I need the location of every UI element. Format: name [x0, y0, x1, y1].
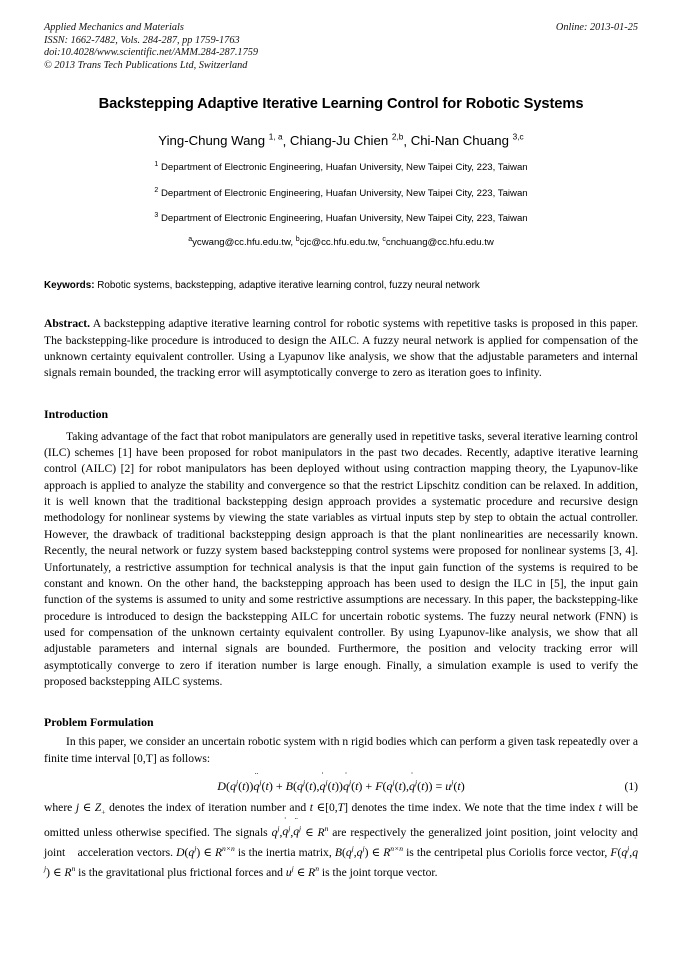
- affiliation-1: [44, 161, 638, 173]
- affiliation-text: Department of Electronic Engineering, Huafan University, New Taipei City, 223, Taiwan: [160, 187, 528, 199]
- abstract-label: Abstract.: [44, 317, 91, 331]
- affiliation-mark: 1: [154, 161, 159, 169]
- author-entry: [290, 133, 403, 148]
- email-address[interactable]: cnchuang@cc.hfu.edu.tw: [385, 237, 494, 249]
- author-entry: [158, 133, 282, 148]
- page-title: Backstepping Adaptive Iterative Learning Control for Robotic Systems: [98, 96, 584, 112]
- author-separator: ,: [403, 133, 411, 149]
- equation-1: $D(q^j(t))$ ¨ $q^j(t) + B(q^j(t)$, $q^j(t)$) $q^j(t) + F(q^j(t)$, $q^j(t)) = u^j(t)$ (1): [217, 770, 638, 793]
- abstract-block: [44, 316, 638, 382]
- online-date: Online: 2013-01-25: [555, 22, 638, 33]
- author-separator: ,: [282, 133, 290, 149]
- author-list: [44, 132, 638, 148]
- email-mark: a: [188, 235, 193, 243]
- section-heading-problem-formulation: Problem Formulation: [44, 715, 154, 730]
- section-heading-introduction: Introduction: [44, 406, 109, 421]
- email-list: [44, 236, 638, 248]
- copyright-line: © 2013 Trans Tech Publications Ltd, Switzerland: [44, 59, 248, 71]
- abstract-text: A backstepping adaptive iterative learning control for robotic systems with repetitive tasks is proposed in this paper. The backstepping-like procedure is introduced to design the AILC. A fuzzy neural network is applied for compensation of the unknown certainty equivalent controller. Using a Lyapunov like analysis, we show that the adjustable parameters and internal signals remain bounded, the tracking error will asymptotically converge to zero as iteration goes to infinity.: [44, 317, 638, 380]
- introduction-paragraph: Taking advantage of the fact that robot manipulators are generally used in repetitive tasks, several iterative learning control (ILC) schemes [1] have been proposed for robot manipulators in the past two decades. Recently, adaptive iterative learning control (AILC) [2] for robot manipulators has been deployed without using contraction mapping theory, the Lyapunov-like approach is applied to analyze the stability and convergence so that the restrict Lipschitz condition can be relaxed. In addition, it is well known that the traditional backstepping design approach provides a systematic procedure and recursive design methodology for nonlinear systems by viewing the state variables as virtual inputs step by step to obtain the actual controller. However, the drawback of traditional backstepping design approach is that the plant nonlinearities are necessarily known. Recently, the neural network or fuzzy system based backstepping control systems were proposed for nonlinear systems [3, 4]. Unfortunately, a restrictive assumption for technical analysis is that the input gain function of the systems is required to be constant and known. On the other hand, the backstepping approach has been used to design the ILC in [5], the input gain function of the systems is assumed to unity and some restrictive assumptions are necessary. In this paper, the backstepping-like procedure is introduced to design the backstepping AILC for uncertain robotic systems. The fuzzy neural network (FNN) is used for compensation of the unknown certainty equivalent controller. By using Lyapunov-like analysis, we show that all adjustable parameters and internal signals are bounded. Furthermore, the position and velocity tracking error will asymptotically converge to zero if iteration number is large enough. Finally, a simulation example is used to verify the proposed backstepping AILC systems.: [44, 429, 638, 688]
- affiliation-3: [44, 212, 638, 224]
- masthead: [44, 22, 638, 74]
- keywords-label: Keywords:: [44, 280, 95, 292]
- email-mark: c: [382, 235, 386, 243]
- author-marks: 3,c: [512, 132, 524, 142]
- equation-1-row: [44, 770, 638, 798]
- keywords-value: Robotic systems, backstepping, adaptive iterative learning control, fuzzy neural network: [97, 280, 480, 292]
- problem-formulation-paragraph: In this paper, we consider an uncertain robotic system with n rigid bodies which can perform a given task repeatedly over a finite time interval [0,T] as follows:: [44, 735, 638, 765]
- email-address[interactable]: cjc@cc.hfu.edu.tw,: [299, 237, 380, 249]
- author-name: Ying-Chung Wang: [158, 133, 266, 149]
- affiliation-mark: 3: [154, 211, 159, 219]
- affiliation-2: [44, 187, 638, 199]
- affiliation-text: Department of Electronic Engineering, Huafan University, New Taipei City, 223, Taiwan: [160, 162, 528, 174]
- author-marks: 1, a: [268, 132, 283, 142]
- affiliation-text: Department of Electronic Engineering, Huafan University, New Taipei City, 223, Taiwan: [160, 212, 528, 224]
- affiliation-mark: 2: [154, 186, 159, 194]
- author-name: Chi-Nan Chuang: [410, 133, 509, 149]
- equation-1-number: (1): [624, 779, 638, 793]
- author-marks: 2,b: [391, 132, 404, 142]
- email-mark: b: [295, 235, 300, 243]
- closing-paragraph: where j ∈ $Z_+$ denotes the index of iteration number and t ∈[0,T] denotes the time index. We note that the time index t will be omitted unless otherwise specified. The signals $q^j$, $q^j$, ¨ $q^j$ ∈ $R^n$ are respectively the generalized joint position, joint velocity and joint acceleration vectors. $D(q^j)$ ∈ $R^{n\times n}$ is the inertia matrix, $B(q^j$, $q^j$) ∈ $R^{n\times n}$ is the centripetal plus Coriolis force vector, $F(q^j$, $q^j$) ∈ $R^n$ is the gravitational plus frictional forces and $u^j$ ∈ $R^n$ is the joint torque vector.: [44, 800, 638, 879]
- email-address[interactable]: ycwang@cc.hfu.edu.tw,: [192, 237, 294, 249]
- journal-name: Applied Mechanics and Materials: [44, 22, 184, 33]
- author-entry: [411, 133, 524, 148]
- author-name: Chiang-Ju Chien: [289, 133, 389, 149]
- keywords-line: [44, 279, 638, 292]
- issn-line: ISSN: 1662-7482, Vols. 284-287, pp 1759-1763: [44, 34, 240, 46]
- doi-line: doi:10.4028/www.scientific.net/AMM.284-287.1759: [44, 47, 259, 59]
